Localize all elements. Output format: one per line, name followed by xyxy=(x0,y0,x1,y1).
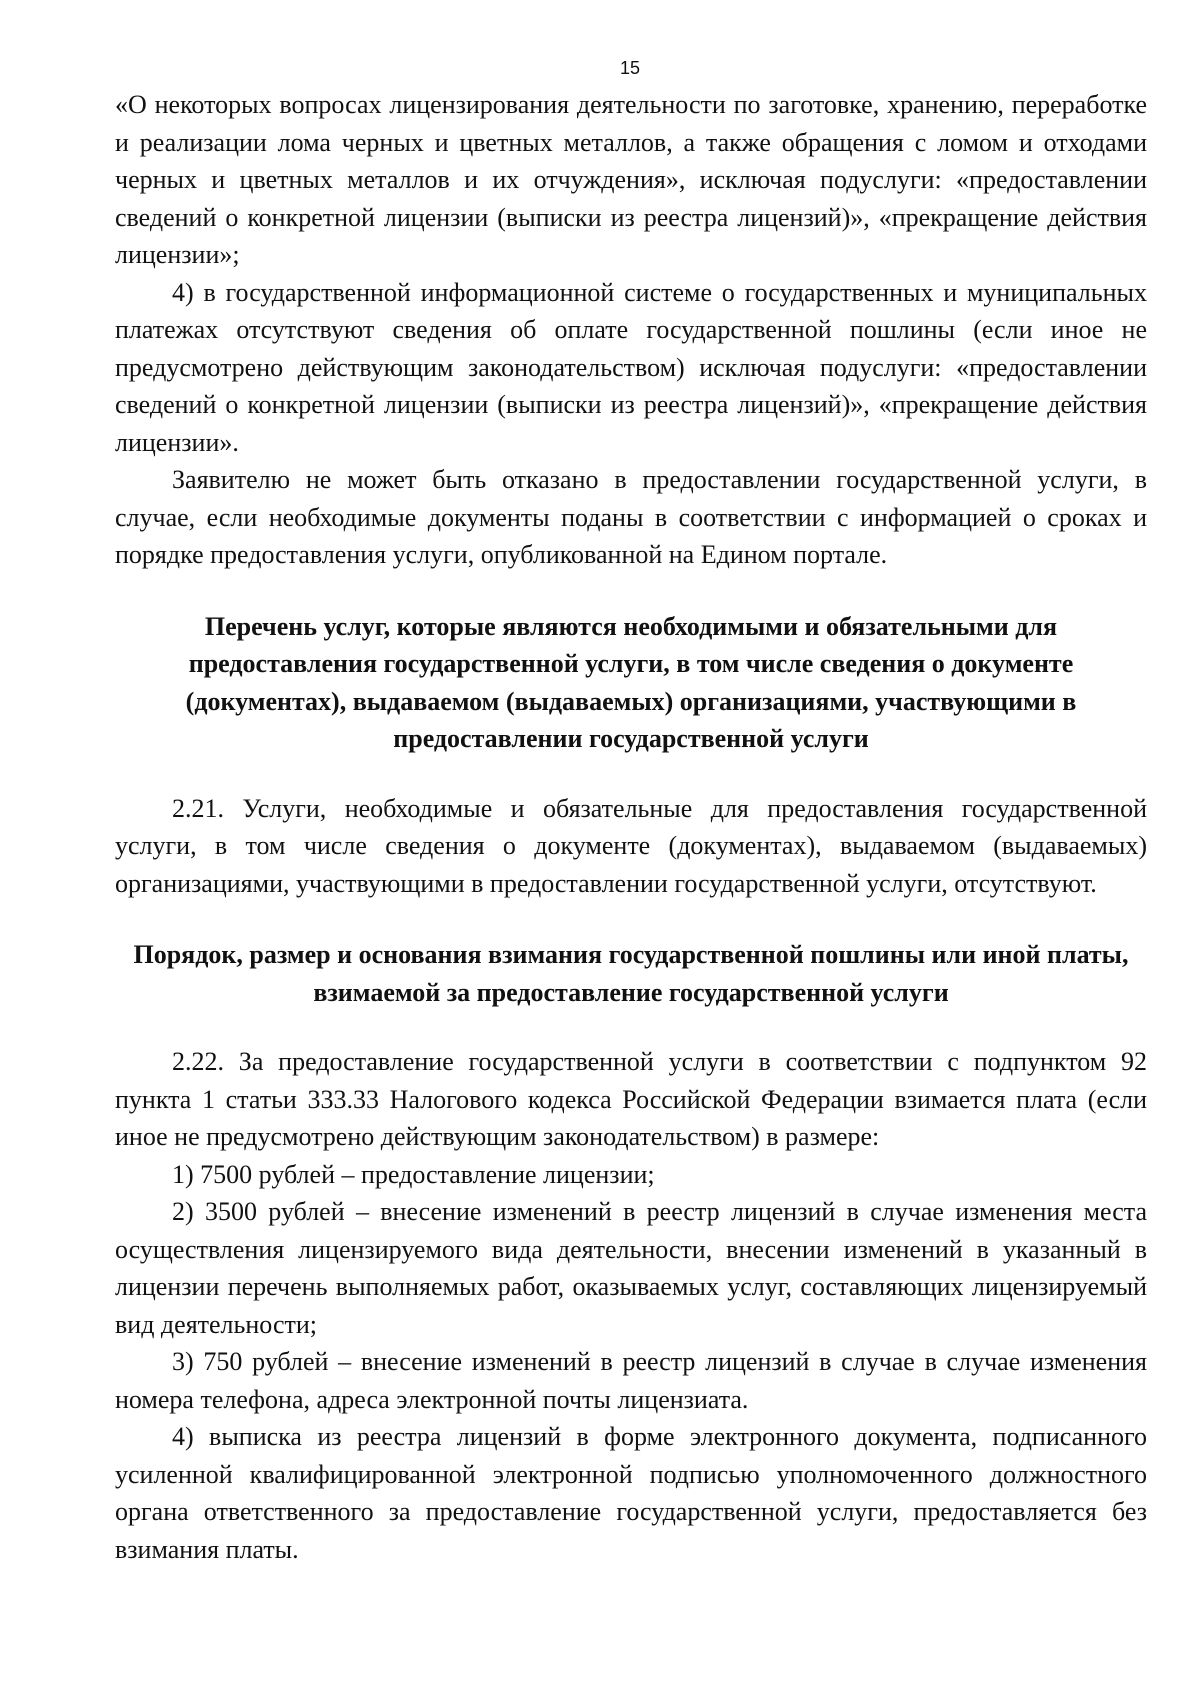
fee-item-4: 4) выписка из реестра лицензий в форме электронного документа, подписанного усиленной квалифицированной электронной подписью уполномоченного должностного органа ответственного за предоставление государственной услуги, предоставляется без взимания платы. xyxy=(115,1422,1147,1564)
fee-item-3: 3) 750 рублей – внесение изменений в реестр лицензий в случае в случае изменения номера телефона, адреса электронной почты лицензиата. xyxy=(115,1347,1147,1414)
paragraph-licensing-continuation: «О некоторых вопросах лицензирования деятельности по заготовке, хранению, переработке и реализации лома черных и цветных металлов, а также обращения с ломом и отходами черных и цветных металлов и их отчуждения», исключая подуслуги: «предоставлении сведений о конкретной лицензии (выписки из реестра лицензий)», «прекращение действия лицензии»; xyxy=(115,90,1147,269)
document-body xyxy=(115,86,1147,1568)
paragraph-2-22: 2.22. За предоставление государственной услуги в соответствии с подпунктом 92 пункта 1 статьи 333.33 Налогового кодекса Российской Федерации взимается плата (если иное не предусмотрено действующим законодательством) в размере: xyxy=(115,1047,1147,1151)
paragraph-2-21: 2.21. Услуги, необходимые и обязательные для предоставления государственной услуги, в том числе сведения о документе (документах), выдаваемом (выдаваемых) организациями, участвующими в предоставлении государственной услуги, отсутствуют. xyxy=(115,793,1147,898)
paragraph-no-refusal: Заявителю не может быть отказано в предоставлении государственной услуги, в случае, если необходимые документы поданы в соответствии с информацией о сроках и порядке предоставления услуги, опубликованной на Едином портале. xyxy=(115,465,1147,569)
fee-item-2: 2) 3500 рублей – внесение изменений в реестр лицензий в случае изменения места осуществления лицензируемого вида деятельности, внесении изменений в указанный в лицензии перечень выполняемых работ, оказываемых услуг, составляющих лицензируемый вид деятельности; xyxy=(115,1197,1147,1339)
paragraph-item-4-payment: 4) в государственной информационной системе о государственных и муниципальных платежах отсутствуют сведения об оплате государственной пошлины (если иное не предусмотрено действующим законодательством) исключая подуслуги: «предоставлении сведений о конкретной лицензии (выписки из реестра лицензий)», «прекращение действия лицензии». xyxy=(115,277,1147,457)
page-number: 15 xyxy=(619,58,641,78)
heading-fee-procedure: Порядок, размер и основания взимания государственной пошлины или иной платы, взимаемой за предоставление государственной услуги xyxy=(133,940,1129,1007)
heading-required-services: Перечень услуг, которые являются необходимыми и обязательными для предоставления государственной услуги, в том числе сведения о документе (документах), выдаваемом (выдаваемых) организациями, участвующими в предоставлении государственной услуги xyxy=(185,611,1077,753)
fee-item-1: 1) 7500 рублей – предоставление лицензии; xyxy=(172,1159,655,1189)
